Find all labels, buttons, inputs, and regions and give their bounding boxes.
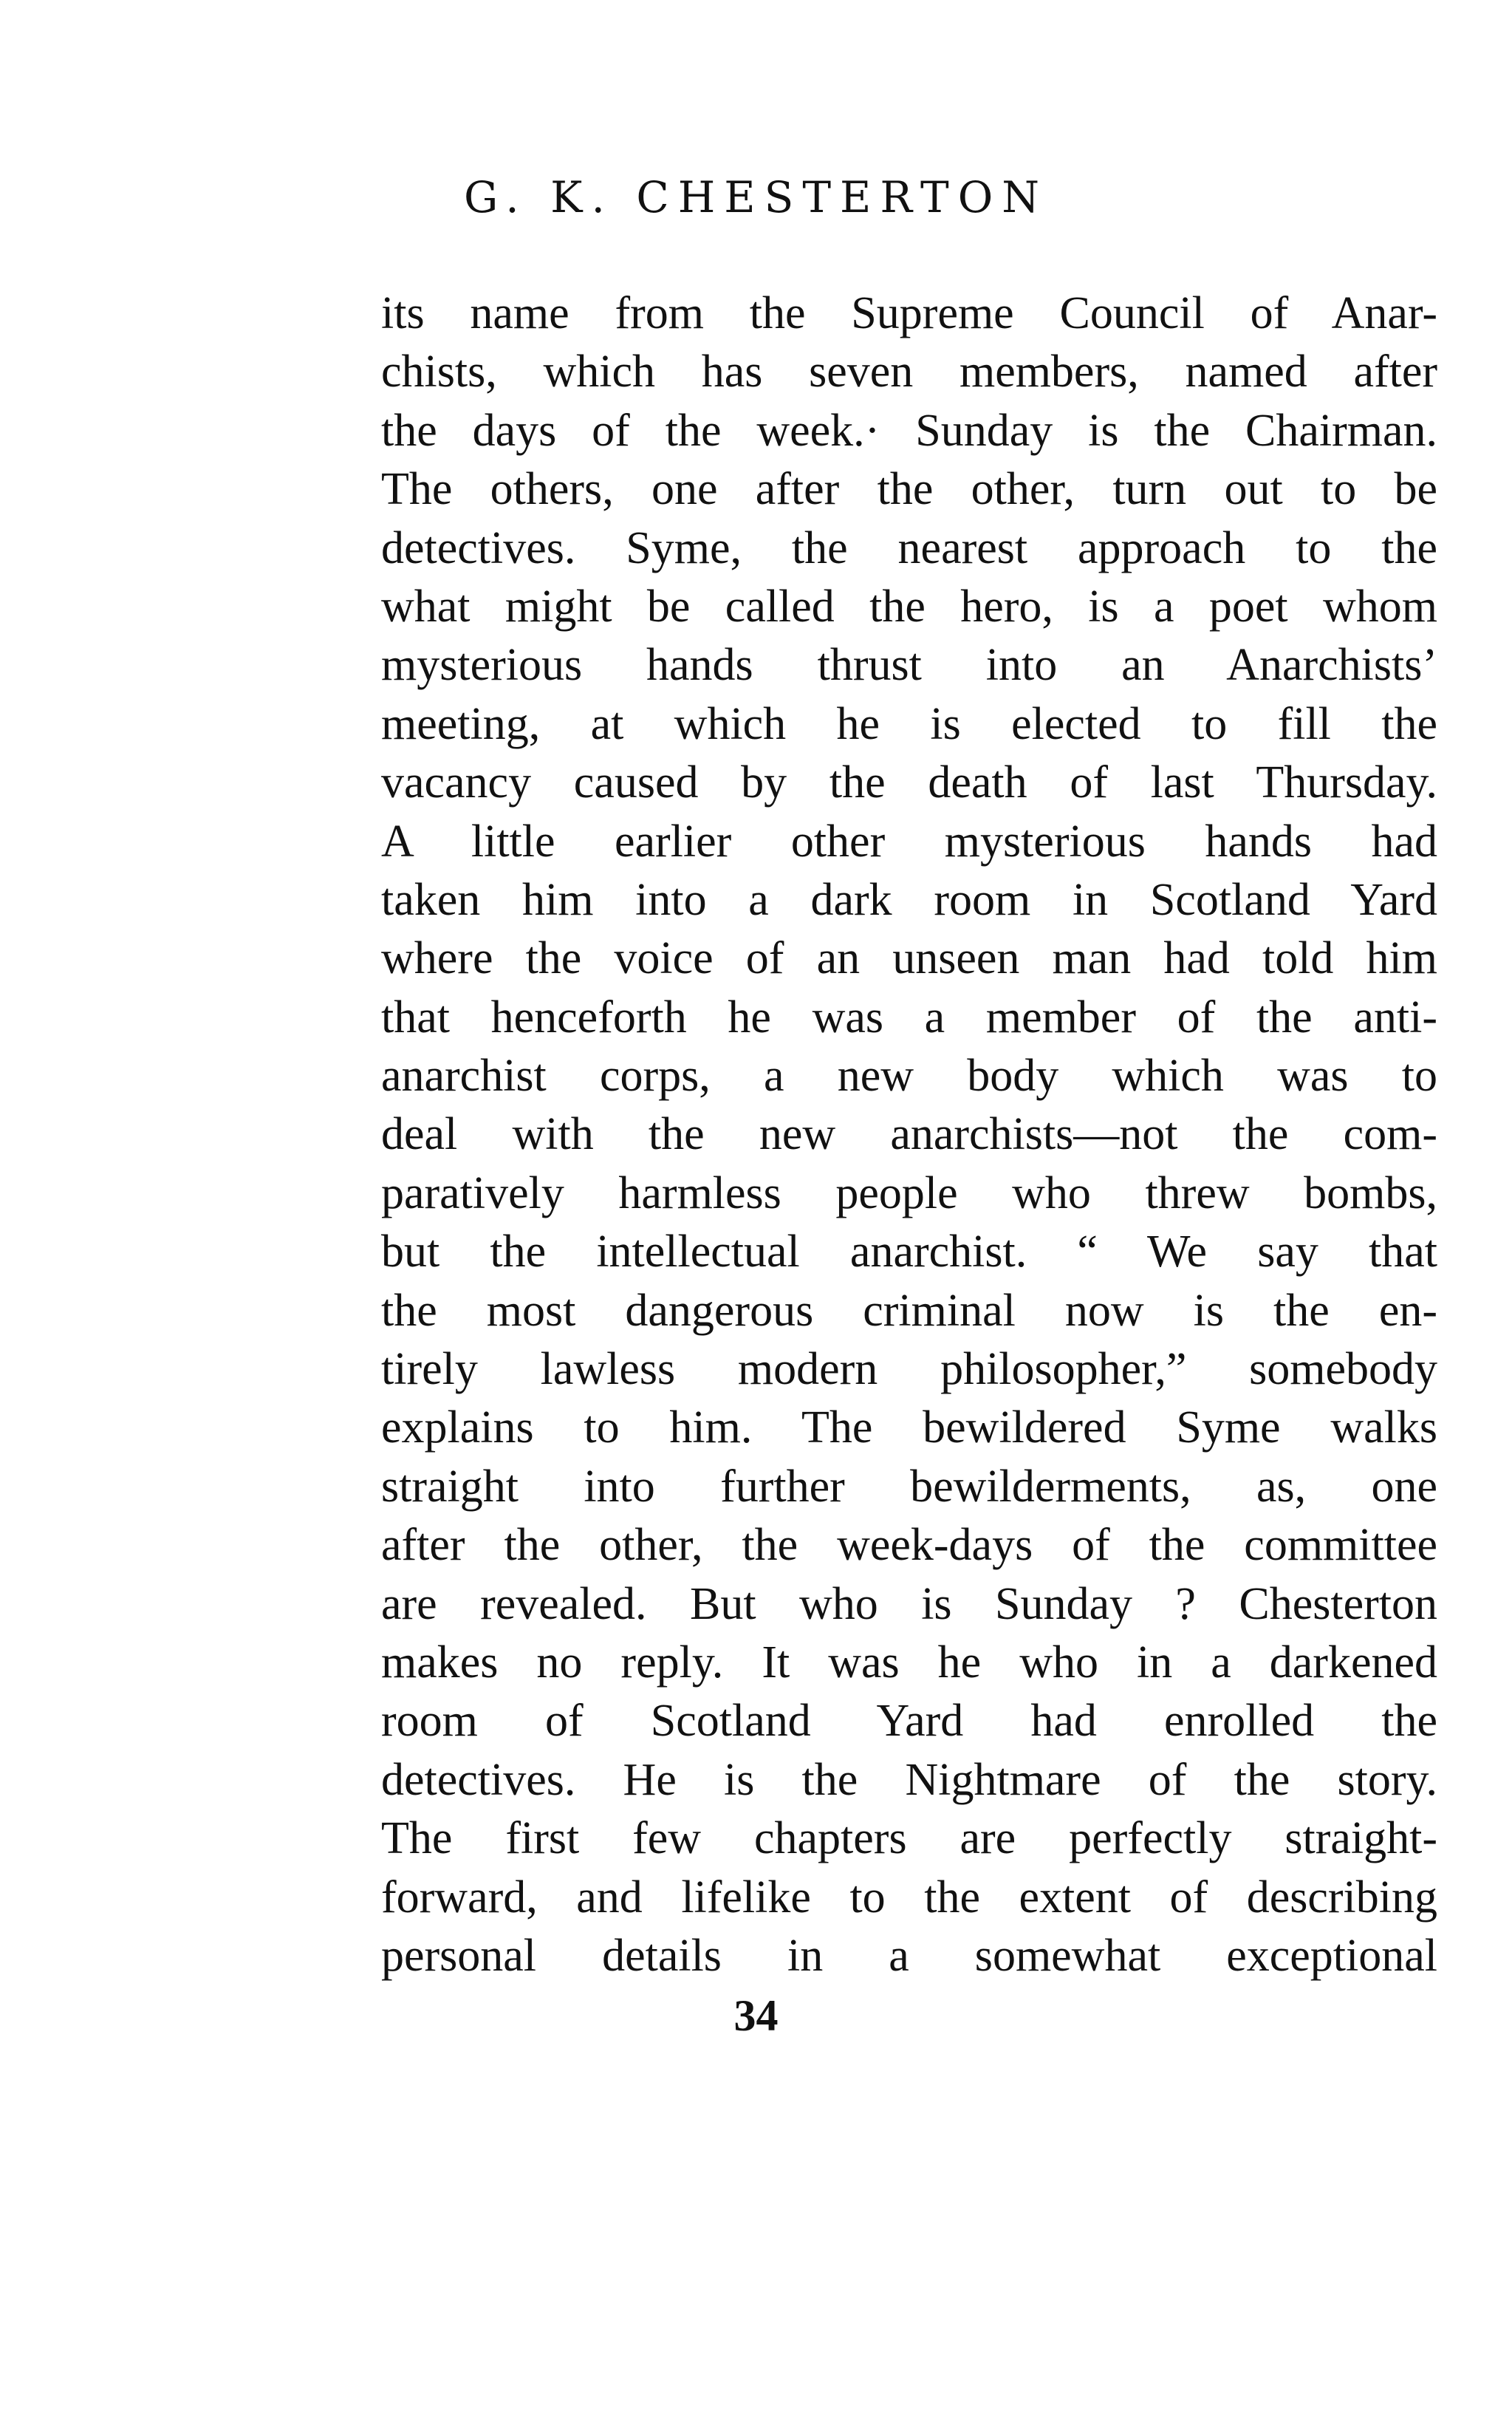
text-line: mysterious hands thrust into an Anarchists’ <box>381 640 1437 691</box>
text-line: makes no reply. It was he who in a darkened <box>381 1637 1437 1688</box>
text-line: deal with the new anarchists—not the com- <box>381 1109 1437 1160</box>
text-line: room of Scotland Yard had enrolled the <box>381 1696 1437 1747</box>
text-line: personal details in a somewhat exceptional <box>381 1930 1437 1981</box>
text-line: detectives. Syme, the nearest approach to the <box>381 522 1437 573</box>
text-line: its name from the Supreme Council of Anar- <box>381 288 1437 338</box>
page-number: 34 <box>733 1991 779 2040</box>
body-text <box>381 284 1437 1985</box>
text-line: tirely lawless modern philosopher,” somebody <box>381 1344 1437 1395</box>
text-line: anarchist corps, a new body which was to <box>381 1051 1437 1102</box>
text-line: taken him into a dark room in Scotland Yard <box>381 874 1437 925</box>
text-line: but the intellectual anarchist. “ We say that <box>381 1227 1437 1277</box>
text-line: forward, and lifelike to the extent of describing <box>381 1872 1437 1923</box>
text-line: the most dangerous criminal now is the en- <box>381 1285 1437 1336</box>
text-line: chists, which has seven members, named after <box>381 347 1437 398</box>
text-line: straight into further bewilderments, as, one <box>381 1461 1437 1512</box>
text-line: the days of the week.· Sunday is the Chairman. <box>381 405 1437 456</box>
text-line: after the other, the week-days of the committee <box>381 1520 1437 1571</box>
text-line: paratively harmless people who threw bombs, <box>381 1167 1437 1218</box>
text-line: what might be called the hero, is a poet whom <box>381 581 1437 632</box>
text-line: that henceforth he was a member of the anti- <box>381 992 1437 1043</box>
text-line: explains to him. The bewildered Syme walks <box>381 1402 1437 1453</box>
text-line: detectives. He is the Nightmare of the story. <box>381 1754 1437 1805</box>
text-line: are revealed. But who is Sunday ? Chesterton <box>381 1578 1437 1629</box>
text-line: A little earlier other mysterious hands had <box>381 816 1437 867</box>
running-head: G. K. CHESTERTON <box>463 172 1049 222</box>
text-line: meeting, at which he is elected to fill the <box>381 698 1437 749</box>
text-line: The others, one after the other, turn out to be <box>381 464 1437 515</box>
text-line: vacancy caused by the death of last Thursday. <box>381 757 1437 808</box>
text-line: The first few chapters are perfectly straight- <box>381 1813 1437 1864</box>
text-line: where the voice of an unseen man had told him <box>381 933 1437 984</box>
